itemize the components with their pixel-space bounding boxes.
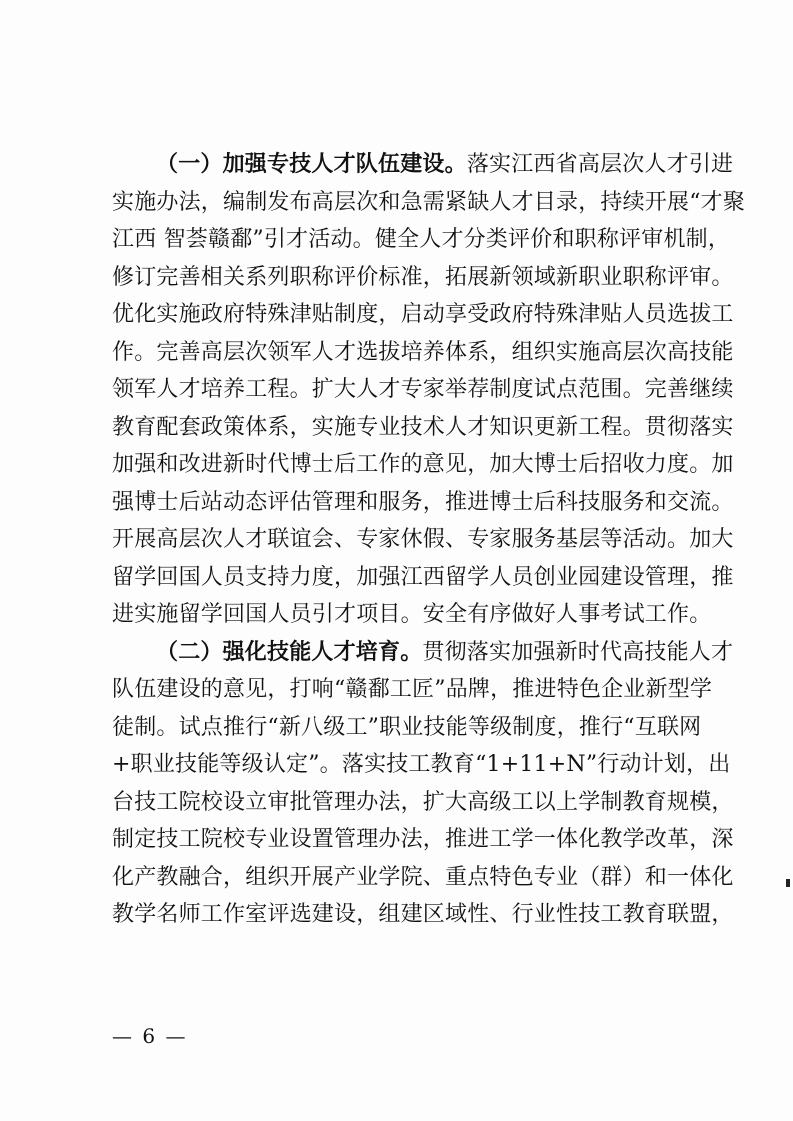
text-line: 强博士后站动态评估管理和服务，推进博士后科技服务和交流。 — [112, 489, 734, 515]
paragraph-2-first-line — [112, 634, 734, 672]
text-line: 台技工院校设立审批管理办法，扩大高级工以上学制教育规模， — [112, 789, 734, 815]
text-line: 进实施留学回国人员引才项目。安全有序做好人事考试工作。 — [112, 602, 712, 627]
text-line: 开展高层次人才联谊会、专家休假、专家服务基层等活动。加大 — [112, 527, 734, 552]
text-line: 加强和改进新时代博士后工作的意见，加大博士后招收力度。加 — [112, 452, 734, 477]
text-line: 实施办法，编制发布高层次和急需紧缺人才目录，持续开展“才聚 — [112, 189, 746, 215]
text-line: 队伍建设的意见，打响“赣鄱工匠”品牌，推进特色企业新型学 — [112, 677, 713, 702]
page-number: — 6 — — [112, 1024, 188, 1048]
text-line: 制定技工院校专业设置管理办法，推进工学一体化教学改革，深 — [112, 827, 734, 852]
text-line: 作。完善高层次领军人才选拔培养体系，组织实施高层次高技能 — [112, 339, 734, 365]
paragraph-2-first-line-text: 贯彻落实加强新时代高技能人才 — [422, 639, 734, 665]
text-line: +职业技能等级认定”。落实技工教育“1+11+N”行动计划，出 — [112, 752, 731, 777]
paragraph-1-first-line-text: 落实江西省高层次人才引进 — [466, 152, 734, 177]
text-line: 优化实施政府特殊津贴制度，启动享受政府特殊津贴人员选拔工 — [112, 302, 734, 327]
paragraph-1-first-line — [112, 146, 734, 184]
text-line: 教育配套政策体系，实施专业技术人才知识更新工程。贯彻落实 — [112, 414, 734, 440]
paragraph-1-heading: （一）加强专技人才队伍建设。 — [156, 152, 467, 177]
text-line: 领军人才培养工程。扩大人才专家举荐制度试点范围。完善继续 — [112, 377, 734, 402]
paragraph-2-heading: （二）强化技能人才培育。 — [156, 639, 423, 665]
text-line: 教学名师工作室评选建设，组建区域性、行业性技工教育联盟， — [112, 902, 734, 927]
scan-margin-mark — [786, 879, 790, 887]
text-line: 化产教融合，组织开展产业学院、重点特色专业（群）和一体化 — [112, 864, 734, 890]
text-line: 修订完善相关系列职称评价标准，拓展新领域新职业职称评审。 — [112, 264, 734, 290]
document-body — [112, 146, 746, 934]
text-line: 江西 智荟赣鄱”引才活动。健全人才分类评价和职称评审机制， — [112, 227, 731, 252]
text-line: 留学回国人员支持力度，加强江西留学人员创业园建设管理，推 — [112, 564, 734, 590]
text-line: 徒制。试点推行“新八级工”职业技能等级制度，推行“互联网 — [112, 714, 702, 740]
